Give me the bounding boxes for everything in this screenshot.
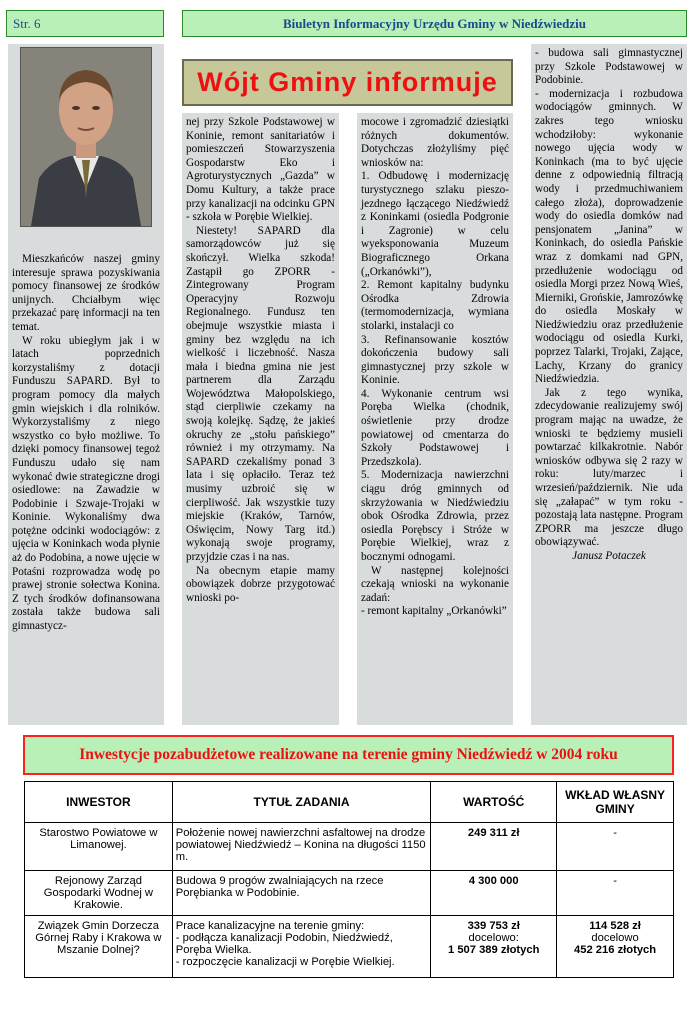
task-line: - rozpoczęcie kanalizacji w Porębie Wielkiej. [175,956,395,968]
paragraph: Mieszkańców naszej gminy interesuje sprawa pozyskiwania pomocy finansowej ze środków unijnych. Chciałbym więc przekazać parę informacji na ten temat. [12,253,160,333]
value-line: docelowo: [468,932,519,944]
paragraph: nej przy Szkole Podstawowej w Koninie, remont sanitariatów i pomieszczeń Stowarzyszenia Gospodarstw Eko i Agroturystycznych „Gazda” w Domu Kultury, a także prace przy kanalizacji na odcinku GPN - szkoła w Porębie Wielkiej. [186,116,335,224]
value-line: 339 753 zł [467,920,520,932]
own-contribution-cell: - [557,823,674,871]
column-header: WARTOŚĆ [431,782,557,823]
task-cell: Budowa 9 progów zwalniających na rzece Porębianka w Podobinie. [172,871,431,916]
paragraph: mocowe i zgromadzić dziesiątki różnych dokumentów. Dotychczas złożyliśmy pięć wniosków na: [361,116,509,169]
column-header: INWESTOR [25,782,173,823]
investor-cell: Rejonowy Zarząd Gospodarki Wodnej w Krakowie. [25,871,173,916]
own-line: 452 216 złotych [574,944,657,956]
table-row [25,823,674,871]
list-item: - modernizacja i rozbudowa wodociągów gminnych. W zakres tego wniosku wchodziłoby: wykonanie nowego ujęcia wody w Koninkach (ma to być ujęcie denne z odpowiednią filtracją wody i przedmuchiwaniem całego złoża), doprowadzenie wody do osiedla domków nad pensjonatem „Janina” w Koninkach, do osiedla Pańskie wraz z domkami nad GPN, przedłużenie wodociągu od osiedla Morgi przez Nową Wieś, Mierniki, Grońskie, Jamrozówkę do osiedla Moskały w Niedźwiedziu oraz przedłużenie wodociągu od osiedla Kurki, poprzez Talarki, Trojaki, Zające, Lachy, Krzany do granicy Niedźwiedzia. [535,87,683,386]
list-item: 2. Remont kapitalny budynku Ośrodka Zdrowia (termomodernizacja, wymiana stolarki, instalacji co [361,279,509,332]
column-header: TYTUŁ ZADANIA [172,782,431,823]
table-header-row [25,782,674,823]
value-cell: 249 311 zł [431,823,557,871]
investor-cell: Starostwo Powiatowe w Limanowej. [25,823,173,871]
list-item: - budowa sali gimnastycznej przy Szkole Podstawowej w Podobinie. [535,47,683,87]
article-column-3 [357,113,513,725]
paragraph: W roku ubiegłym jak i w latach poprzednich korzystaliśmy z dotacji Funduszu SAPARD. Był to program pomocy dla małych gmin wiejskich i dla rolników. Wykorzystaliśmy z niego wszystko co było możliwe. To dzięki pomocy finansowej tegoż Funduszu udało się nam wykonać dwie strategiczne drogi osiedlowe: na Zawadzie w Podobinie i Szwaje-Trojaki w Koninie. Wykonaliśmy dwa potężne odcinki wodociągów: z ujęcia w Koninkach woda płynie aż do Podobina, a nowe ujęcie w Potaśni rozprowadza wodę po prawej stronie sołectwa Konina. Z tych środków dofinansowana została także budowa sali gimnastycz- [12,334,160,633]
author-signature: Janusz Potaczek [572,549,646,562]
task-cell: Położenie nowej nawierzchni asfaltowej na drodze powiatowej Niedźwiedź – Konina na długości 1150 m. [172,823,431,871]
table-row [25,871,674,916]
value-cell [431,916,557,978]
list-item: 3. Refinansowanie kosztów dokończenia budowy sali gimnastycznej przy szkole w Koninie. [361,333,509,387]
paragraph: W następnej kolejności czekają wnioski na wykonanie zadań: [361,564,509,604]
investor-cell: Związek Gmin Dorzecza Górnej Raby i Krakowa w Mszanie Dolnej? [25,916,173,978]
article-column-1 [8,44,164,725]
task-cell [172,916,431,978]
article-column-4 [531,44,687,725]
investments-table [24,781,674,978]
table-row [25,916,674,978]
value-line: 1 507 389 złotych [447,944,540,956]
own-contribution-cell: - [557,871,674,916]
paragraph: Jak z tego wynika, zdecydowanie realizujemy swój program mając na uwadze, że wnioski te będziemy musieli powtarzać kilkakrotnie. Nabór wniosków odbywa się 2 razy w roku: luty/marzec i wrzesień/październik. Nie uda się „załapać” w tym roku - pozostają lata następne. Program ZPORR ma jeszcze długo obowiązywać. [535,386,683,549]
own-contribution-cell [557,916,674,978]
paragraph: Na obecnym etapie mamy obowiązek dobrze przygotować wnioski po- [186,564,335,604]
task-line: - podłącza kanalizacji Podobin, Niedźwiedź, Poręba Wielka. [175,932,393,956]
bulletin-title: Biuletyn Informacyjny Urzędu Gminy w Niedźwiedziu [182,10,687,37]
page-number: Str. 6 [6,10,164,37]
own-line: 114 528 zł [589,920,641,932]
article-title: Wójt Gminy informuje [197,67,498,97]
value-cell: 4 300 000 [431,871,557,916]
own-line: docelowo [591,932,639,944]
article-title-box [182,59,513,106]
list-item: 1. Odbudowę i modernizację turystycznego szlaku pieszo-jezdnego łączącego Niedźwiedź z Koninkami (osiedla Podgronie i Zagronie) w celu wyeksponowania Muzeum Biograficznego Orkana („Orkanówki”), [361,170,509,278]
investments-banner: Inwestycje pozabudżetowe realizowane na terenie gminy Niedźwiedź w 2004 roku [23,735,674,775]
list-item: - remont kapitalny „Orkanówki” [361,605,507,618]
paragraph: Niestety! SAPARD dla samorządowców już się skończył. Wielka szkoda! Zastąpił go ZPORR - Zintegrowany Program Operacyjny Rozwoju Regionalnego. Fundusz ten obejmuje wszystkie miasta i gminy bez względu na ich wielkość i liczebność. Nasza mała i biedna gmina nie jest partnerem dla Zarządu Województwa Małopolskiego, stąd cierpliwie czekamy na swoją kolejkę. Sądzę, że jakieś okruchy ze „stołu pańskiego” również i my otrzymamy. Na SAPARD czekaliśmy ponad 3 lata i się opłaciło. Teraz też musimy uzbroić się w cierpliwość. Jak wszystkie tuzy miejskie (Kraków, Tarnów, Oświęcim, Nowy Targ itd.) wykonają swoje programy, przyjdzie czas i na nas. [186,224,335,563]
task-line: Prace kanalizacyjne na terenie gminy: [175,920,365,932]
portrait-image [21,48,151,226]
portrait-photo [20,47,152,227]
list-item: 5. Modernizacja nawierzchni ciągu dróg gminnych od skrzyżowania w Niedźwiedziu obok Ośrodka Zdrowia, przez osiedla Porębscy i Stróże w Porębie Wielkiej, wraz z bocznymi odnogami. [361,469,509,563]
column-header: WKŁAD WŁASNY GMINY [557,782,674,823]
article-column-2 [182,113,339,725]
list-item: 4. Wykonanie centrum wsi Poręba Wielka (chodnik, oświetlenie przy drodze powiatowej od cmentarza do Szkoły Podstawowej i Przedszkola). [361,387,509,468]
